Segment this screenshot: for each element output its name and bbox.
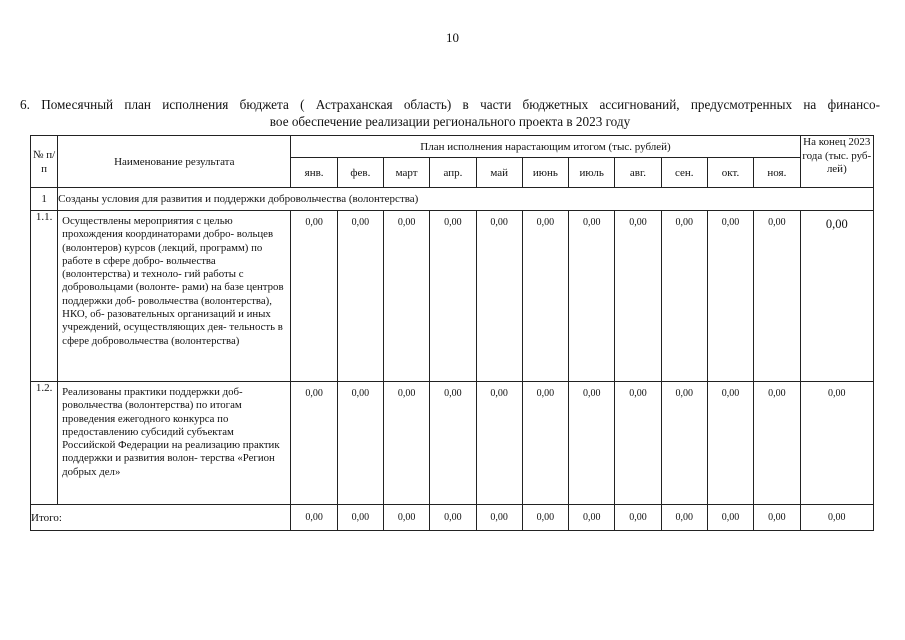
- header-month: сен.: [661, 158, 707, 188]
- row-result-name: Осуществлены мероприятия с целью прохождения координаторами добро- вольцев (волонтеров) курсов (лекций, программ) по работе в сфере добро- вольчества (волонтерства) и техноло- гий работы с добровольцами (волонте- рами) на базе центров поддержки доб- ровольчества (волонтерства), НКО, об- разовательных организаций и иных учреждений, осуществляющих дея- тельность в сфере добровольчества (волонтерства): [58, 211, 291, 382]
- total-value: 0,00: [707, 505, 753, 531]
- header-month: май: [476, 158, 522, 188]
- row-year-end-value: 0,00: [800, 211, 873, 382]
- header-month: янв.: [291, 158, 337, 188]
- total-value: 0,00: [754, 505, 800, 531]
- table-heading: [20, 96, 880, 130]
- header-year-end: На конец 2023 года (тыс. руб- лей): [800, 136, 873, 188]
- row-value: 0,00: [569, 382, 615, 505]
- total-value: 0,00: [615, 505, 661, 531]
- row-value: 0,00: [384, 382, 430, 505]
- section-number: 1: [31, 188, 58, 211]
- row-value: 0,00: [754, 382, 800, 505]
- row-value: 0,00: [615, 382, 661, 505]
- row-value: 0,00: [754, 211, 800, 382]
- row-value: 0,00: [337, 211, 383, 382]
- page-number: 10: [446, 30, 459, 45]
- header-month: июнь: [522, 158, 568, 188]
- header-month: март: [384, 158, 430, 188]
- budget-table: [30, 135, 874, 531]
- row-value: 0,00: [337, 382, 383, 505]
- header-number: № п/п: [31, 136, 58, 188]
- total-value: 0,00: [291, 505, 337, 531]
- row-value: 0,00: [430, 211, 476, 382]
- header-month: июль: [569, 158, 615, 188]
- row-value: 0,00: [522, 211, 568, 382]
- row-value: 0,00: [569, 211, 615, 382]
- header-result-name: Наименование результата: [58, 136, 291, 188]
- header-month: фев.: [337, 158, 383, 188]
- row-year-end-value: 0,00: [800, 382, 873, 505]
- row-value: 0,00: [707, 382, 753, 505]
- header-month: окт.: [707, 158, 753, 188]
- header-month: ноя.: [754, 158, 800, 188]
- header-month: апр.: [430, 158, 476, 188]
- row-result-name: Реализованы практики поддержки доб- ровольчества (волонтерства) по итогам проведения ежегодного конкурса по предоставлению субсидий субъектам Российской Федерации на реализацию практик поддержки и развития волон- терства «Регион добрых дел»: [58, 382, 291, 505]
- row-value: 0,00: [384, 211, 430, 382]
- table-row: [31, 211, 874, 382]
- row-value: 0,00: [661, 211, 707, 382]
- total-label: Итого:: [31, 505, 291, 531]
- row-number: 1.2.: [31, 382, 58, 505]
- table-row: [31, 382, 874, 505]
- total-row: [31, 505, 874, 531]
- heading-line-1: 6. Помесячный план исполнения бюджета ( Астраханская область) в части бюджетных ассигнований, предусмотренных на финансо-: [20, 97, 880, 112]
- total-value: 0,00: [430, 505, 476, 531]
- row-value: 0,00: [661, 382, 707, 505]
- total-value: 0,00: [522, 505, 568, 531]
- row-value: 0,00: [615, 211, 661, 382]
- row-value: 0,00: [476, 211, 522, 382]
- total-year-end-value: 0,00: [800, 505, 873, 531]
- row-value: 0,00: [291, 382, 337, 505]
- row-value: 0,00: [476, 382, 522, 505]
- total-value: 0,00: [569, 505, 615, 531]
- header-plan: План исполнения нарастающим итогом (тыс. рублей): [291, 136, 800, 158]
- row-number: 1.1.: [31, 211, 58, 382]
- total-value: 0,00: [476, 505, 522, 531]
- row-value: 0,00: [291, 211, 337, 382]
- heading-line-2: вое обеспечение реализации регионального проекта в 2023 году: [269, 114, 631, 129]
- header-month: авг.: [615, 158, 661, 188]
- total-value: 0,00: [337, 505, 383, 531]
- total-value: 0,00: [661, 505, 707, 531]
- row-value: 0,00: [707, 211, 753, 382]
- row-value: 0,00: [430, 382, 476, 505]
- total-value: 0,00: [384, 505, 430, 531]
- row-value: 0,00: [522, 382, 568, 505]
- section-title: Созданы условия для развития и поддержки добровольчества (волонтерства): [58, 188, 874, 211]
